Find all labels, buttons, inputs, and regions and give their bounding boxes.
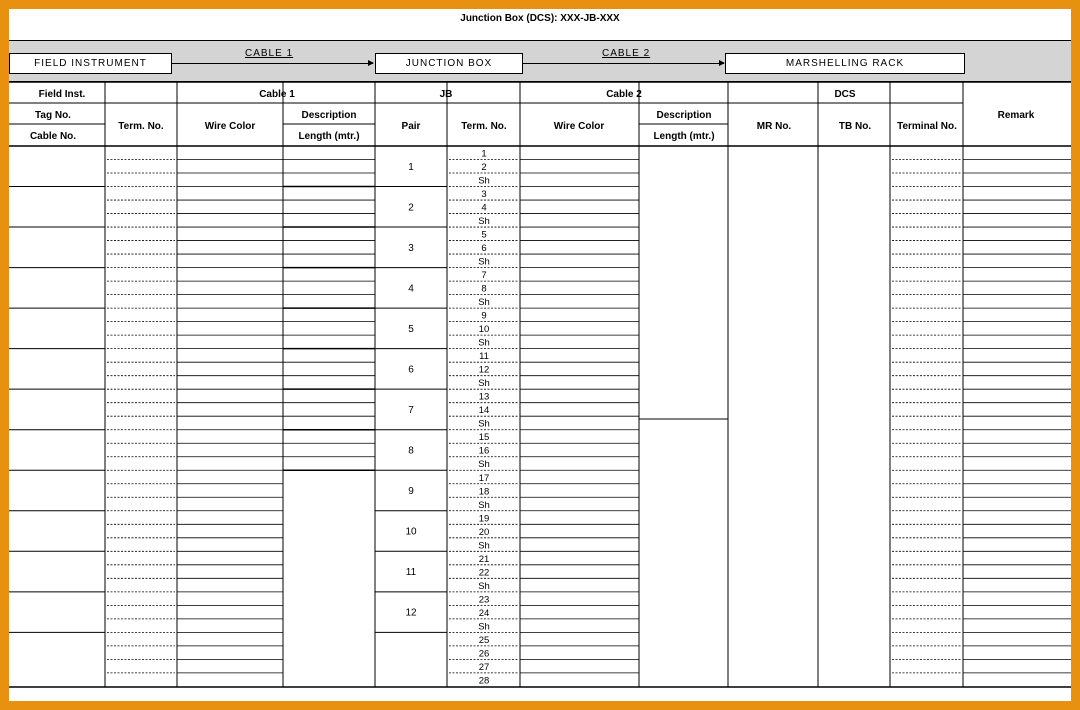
- header-remark: Remark: [997, 110, 1035, 121]
- field-instrument-box: FIELD INSTRUMENT: [9, 53, 172, 74]
- terminal-number: 11: [479, 351, 489, 363]
- terminal-number: 9: [481, 310, 487, 322]
- junction-box-box: JUNCTION BOX: [375, 53, 523, 74]
- group-cable2: Cable 2: [606, 89, 642, 100]
- wiring-table: [9, 9, 1071, 701]
- pair-labels: [405, 162, 417, 619]
- terminal-number: Sh: [478, 621, 490, 633]
- terminal-number: 14: [478, 405, 490, 417]
- terminal-number: 25: [478, 634, 490, 646]
- terminal-number: 16: [478, 445, 490, 457]
- pair-number: 3: [408, 242, 414, 254]
- terminal-number: 20: [478, 526, 490, 538]
- pair-number: 5: [408, 323, 414, 335]
- header-jb-term-no: Term. No.: [461, 121, 507, 132]
- terminal-number: 8: [481, 283, 487, 295]
- terminal-number: 17: [478, 472, 490, 484]
- terminal-number: Sh: [478, 418, 490, 430]
- group-cable1: Cable 1: [259, 89, 295, 100]
- header-tb-no: TB No.: [838, 121, 872, 132]
- pair-number: 10: [405, 526, 417, 538]
- header-length: Length (mtr.): [298, 131, 360, 142]
- cable2-label: CABLE 2: [602, 48, 651, 59]
- pair-number: 6: [408, 364, 414, 376]
- terminal-number: 2: [481, 162, 487, 174]
- header-term-no: Term. No.: [118, 121, 164, 132]
- header-description2: Description: [656, 110, 712, 121]
- pair-number: 4: [408, 283, 414, 295]
- header-length2: Length (mtr.): [653, 131, 715, 142]
- pair-number: 7: [408, 404, 414, 416]
- terminal-number: 13: [478, 391, 490, 403]
- terminal-number: 18: [478, 486, 490, 498]
- group-dcs: DCS: [834, 89, 856, 100]
- terminal-number: 10: [478, 324, 490, 336]
- pair-number: 2: [408, 202, 414, 214]
- terminal-number: 19: [478, 513, 490, 525]
- terminal-number: 21: [478, 553, 490, 565]
- pair-number: 1: [408, 161, 414, 173]
- terminal-number: Sh: [478, 459, 490, 471]
- header-description: Description: [301, 110, 357, 121]
- terminal-number: 1: [481, 148, 487, 160]
- terminal-number: Sh: [478, 297, 490, 309]
- pair-number: 9: [408, 486, 414, 498]
- terminal-number: 12: [478, 364, 490, 376]
- header-wire-color: Wire Color: [204, 121, 256, 132]
- header-wire-color2: Wire Color: [553, 121, 605, 132]
- terminal-number: Sh: [478, 499, 490, 511]
- cable1-label: CABLE 1: [245, 48, 294, 59]
- header-pair: Pair: [401, 121, 421, 132]
- terminal-number: Sh: [478, 378, 490, 390]
- header-mr-no: MR No.: [756, 121, 792, 132]
- sheet-title: Junction Box (DCS): XXX-JB-XXX: [460, 13, 620, 24]
- terminal-number: 26: [478, 648, 490, 660]
- terminal-number: 7: [481, 270, 487, 282]
- terminal-number: 22: [478, 567, 490, 579]
- group-field-inst: Field Inst.: [38, 89, 86, 100]
- terminal-number: Sh: [478, 175, 490, 187]
- terminal-number: 3: [481, 189, 487, 201]
- pair-number: 11: [405, 567, 417, 579]
- terminal-number: 4: [481, 202, 487, 214]
- terminal-number: 24: [478, 607, 490, 619]
- table-grid-lines: [9, 82, 1071, 687]
- terminal-number: Sh: [478, 256, 490, 268]
- terminal-number: Sh: [478, 580, 490, 592]
- marshalling-rack-box: MARSHELLING RACK: [725, 53, 965, 74]
- table-headers: [30, 89, 1035, 142]
- terminal-number: 6: [481, 243, 487, 255]
- terminal-number: Sh: [478, 216, 490, 228]
- terminal-number: 27: [478, 661, 490, 673]
- header-cable-no: Cable No.: [29, 131, 77, 142]
- header-tag-no: Tag No.: [35, 110, 71, 121]
- pair-number: 8: [408, 445, 414, 457]
- terminal-number: 28: [478, 675, 490, 687]
- terminal-number: 5: [481, 229, 487, 241]
- terminal-number: Sh: [478, 540, 490, 552]
- terminal-number: 15: [478, 432, 490, 444]
- junction-box-sheet: [9, 9, 1071, 701]
- terminal-number: Sh: [478, 337, 490, 349]
- pair-number: 12: [405, 607, 417, 619]
- group-jb: JB: [439, 89, 453, 100]
- header-terminal-no: Terminal No.: [897, 121, 957, 132]
- terminal-number: 23: [478, 594, 490, 606]
